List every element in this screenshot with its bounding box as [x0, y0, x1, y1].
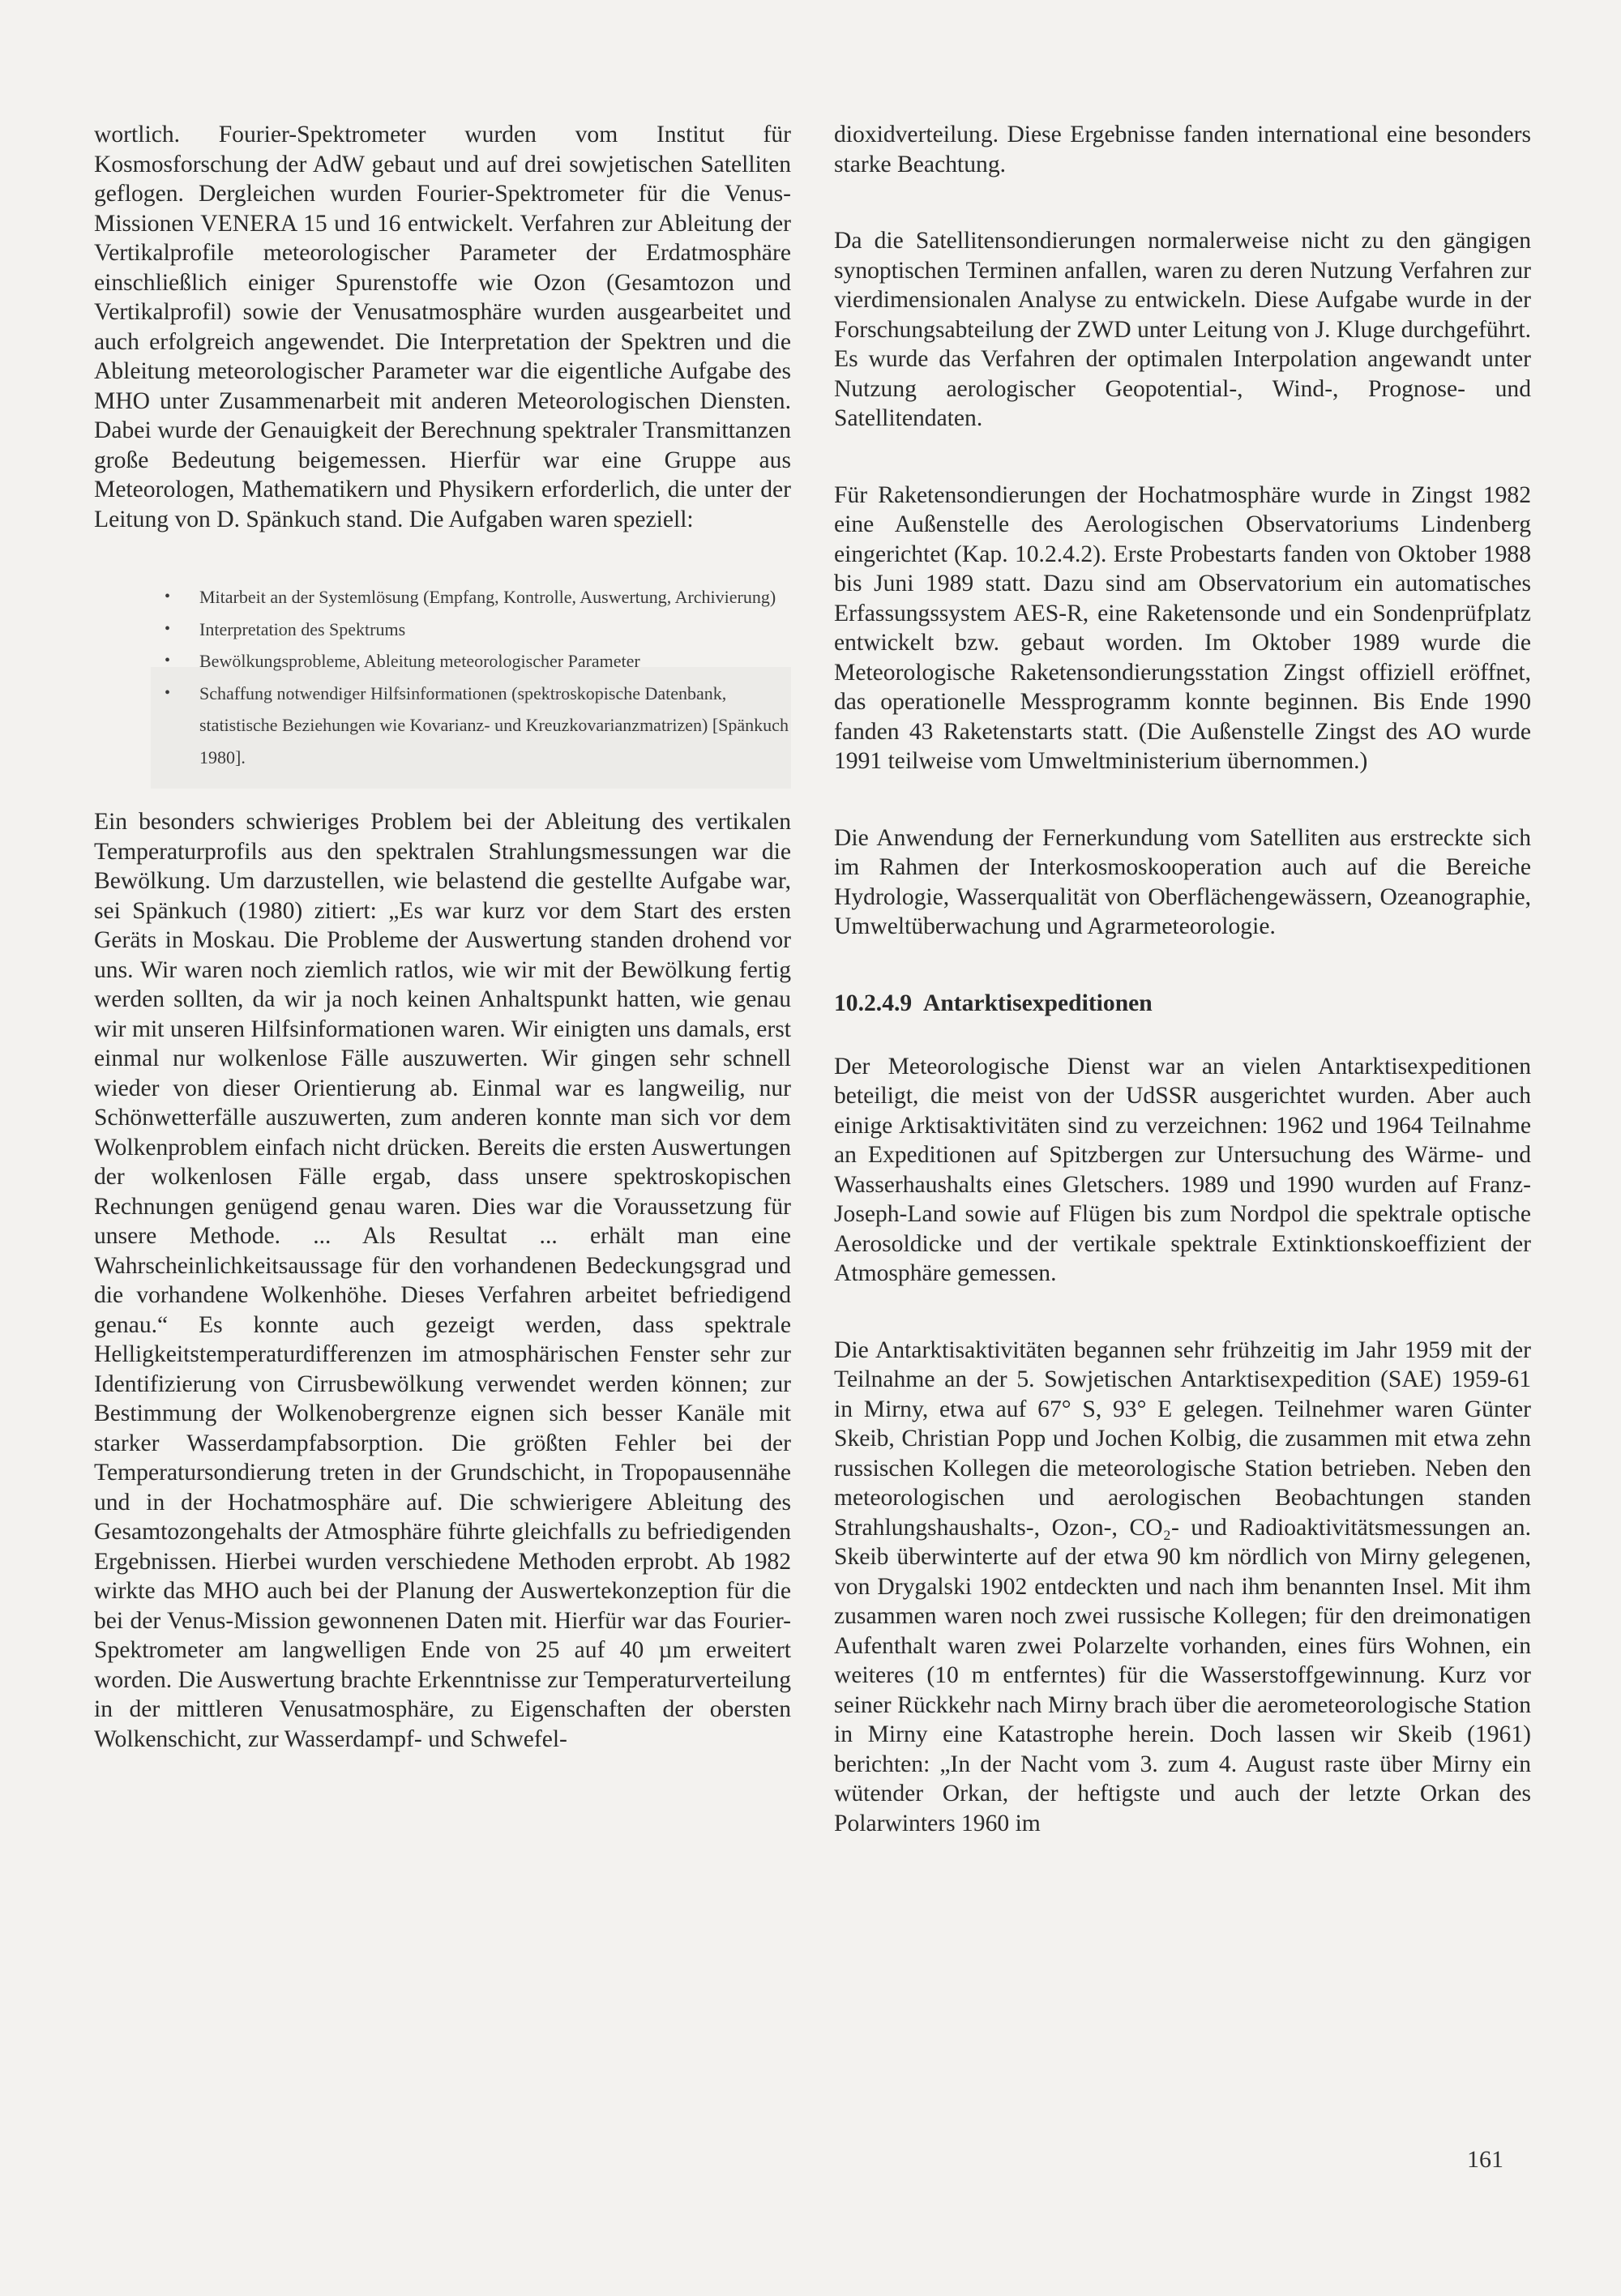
section-title: Antarktisexpeditionen [922, 990, 1153, 1016]
bullet-icon: • [165, 683, 171, 702]
paragraph: Ein besonders schwieriges Problem bei der Ableitung des vertikalen Temperaturprofils aus den spektralen Strahlungsmessungen war die Bewölkung. Um darzustellen, wie belastend die gestellte Aufgabe war, sei Spänkuch (1980) zitiert: „Es war kurz vor dem Start des ersten Geräts in Moskau. Die Probleme der Auswertung standen drohend vor uns. Wir waren noch ziemlich ratlos, wie wir mit der Bewölkung fertig werden sollten, da wir ja noch keinen Anhaltspunkt hatten, wie genau wir mit unseren Hilfsinformationen waren. Wir einigten uns damals, erst einmal nur wolkenlose Fälle auszuwerten. Wir gingen sehr schnell wieder von dieser Orientierung ab. Einmal war es langweilig, nur Schönwetterfälle auszuwerten, zum anderen konnte man sich vor dem Wolkenproblem einfach nicht drücken. Bereits die ersten Auswertungen der wolkenlosen Fälle ergab, dass unsere spektroskopischen Rechnungen genügend genau waren. Dies war die Voraussetzung für unsere Methode. ... Als Resultat ... erhält man eine Wahrscheinlichkeitsaussage für den vorhandenen Bedeckungsgrad und die vorhandene Wolkenhöhe. Dieses Verfahren arbeitet befriedigend genau.“ Es konnte auch gezeigt werden, dass spektrale Helligkeitstemperaturdifferenzen im atmosphärischen Fenster sehr zur Identifizierung von Cirrusbewölkung verwendet werden können; zur Bestimmung der Wolkenobergrenze eignen sich besser Kanäle mit starker Wasserdampfabsorption. Die größten Fehler bei der Temperatursondierung treten in der Grundschicht, in Tropopausennähe und in der Hochatmosphäre auf. Die schwierigere Ableitung des Gesamtozongehalts der Atmosphäre führte gleichfalls zu befriedigenden Ergebnissen. Hierbei wurden verschiedene Methoden erprobt. Ab 1982 wirkte das MHO auch bei der Planung der Auswertekonzeption für die bei der Venus-Mission gewonnenen Daten mit. Hierfür war das Fourier-Spektrometer am langwelligen Ende von 25 auf 40 µm erweitert worden. Die Auswertung brachte Erkenntnisse zur Temperaturverteilung in der mittleren Venusatmosphäre, zu Eigenschaften der obersten Wolkenschicht, zur Wasserdampf- und Schwefel- [94, 809, 791, 1752]
list-item: • Bewölkungsprobleme, Ableitung meteorologischer Parameter [94, 645, 791, 678]
section-number: 10.2.4.9 [834, 990, 913, 1016]
list-item: • Interpretation des Spektrums [94, 614, 791, 646]
left-column [94, 120, 791, 1754]
paragraph: Da die Satellitensondierungen normalerweise nicht zu den gängigen synoptischen Terminen anfallen, waren zu deren Nutzung Verfahren zur vierdimensionalen Analyse zu entwickeln. Diese Aufgabe wurde in der Forschungsabteilung der ZWD unter Leitung von J. Kluge durchgeführt. Es wurde das Verfahren der optimalen Interpolation angewandt unter Nutzung aerologischer Geopotential-, Wind-, Prognose- und Satellitendaten. [834, 228, 1531, 431]
section-heading [834, 989, 1531, 1018]
bullet-icon: • [165, 652, 171, 669]
paragraph: Der Meteorologische Dienst war an vielen Antarktisexpeditionen beteiligt, die meist von der UdSSR ausgerichtet wurden. Aber auch einige Arktisaktivitäten sind zu verzeichnen: 1962 und 1964 Teilnahme an Expeditionen auf Spitzbergen zur Untersuchung des Wärme- und Wasserhaushalts eines Gletschers. 1989 und 1990 wurden auf Franz-Joseph-Land sowie auf Flügen bis zum Nordpol die spektrale optische Aerosoldicke und der vertikale spektrale Extinktionskoeffizient der Atmosphäre gemessen. [834, 1053, 1531, 1286]
right-column [834, 120, 1531, 1885]
paragraph: dioxidverteilung. Diese Ergebnisse fanden international eine besonders starke Beachtung. [834, 122, 1531, 177]
page-number: 161 [1467, 2146, 1503, 2173]
bullet-icon: • [165, 588, 171, 605]
paragraph: wortlich. Fourier-Spektrometer wurden vom Institut für Kosmosforschung der AdW gebaut und auf drei sowjetischen Satelliten geflogen. Dergleichen wurden Fourier-Spektrometer für die Venus-Missionen VENERA 15 und 16 entwickelt. Verfahren zur Ableitung der Vertikalprofile meteorologischer Parameter der Erdatmosphäre einschließlich einiger Spurenstoffe wie Ozon (Gesamtozon und Vertikalprofil) sowie der Venusatmosphäre wurden ausgearbeitet und auch erfolgreich angewendet. Die Interpretation der Spektren und die Ableitung meteorologischer Parameter war die eigentliche Aufgabe des MHO unter Zusammenarbeit mit anderen Meteorologischen Diensten. Dabei wurde der Genauigkeit der Berechnung spektraler Transmittanzen große Bedeutung beigemessen. Hierfür war eine Gruppe aus Meteorologen, Mathematikern und Physikern erforderlich, die unter der Leitung von D. Spänkuch stand. Die Aufgaben waren speziell: [94, 122, 791, 532]
paragraph: Für Raketensondierungen der Hochatmosphäre wurde in Zingst 1982 eine Außenstelle des Aerologischen Observatoriums Lindenberg eingerichtet (Kap. 10.2.4.2). Erste Probestarts fanden von Oktober 1988 bis Juni 1989 statt. Dazu sind am Observatorium ein automatisches Erfassungssystem AES-R, eine Raketensonde und ein Sondenprüfplatz entwickelt bzw. gebaut worden. Im Oktober 1989 wurde die Meteorologische Raketensondierungsstation Zingst offiziell eröffnet, das operationelle Messprogramm konnte beginnen. Bis Ende 1990 fanden 43 Raketenstarts statt. (Die Außenstelle Zingst des AO wurde 1991 teilweise vom Umweltministerium übernommen.) [834, 481, 1531, 774]
list-item: • Mitarbeit an der Systemlösung (Empfang, Kontrolle, Auswertung, Archivierung) [94, 581, 791, 614]
paragraph: Die Anwendung der Fernerkundung vom Satelliten aus erstreckte sich im Rahmen der Interkosmoskooperation auch auf die Bereiche Hydrologie, Wasserqualität von Oberflächengewässern, Ozeanographie, Umweltüberwachung und Agrarmeteorologie. [834, 824, 1531, 939]
list-item: • Schaffung notwendiger Hilfsinformationen (spektroskopische Datenbank, statistische Beziehungen wie Kovarianz- und Kreuzkovarianzmatrizen) [Spänkuch 1980]. [94, 678, 791, 774]
task-list [94, 581, 791, 773]
paragraph: Die Antarktisaktivitäten begannen sehr frühzeitig im Jahr 1959 mit der Teilnahme an der 5. Sowjetischen Antarktisexpedition (SAE) 1959-61 in Mirny, etwa auf 67° S, 93° E gelegen. Teilnehmer waren Günter Skeib, Christian Popp und Jochen Kolbig, die zusammen mit etwa zehn russischen Kollegen die meteorologische Station betrieben. Neben den meteorologischen und aerologischen Beobachtungen standen Strahlungshaushalts-, Ozon-, CO₂- und Radioaktivitätsmessungen an. Skeib überwinterte auf der etwa 90 km nördlich von Mirny gelegenen, von Drygalski 1902 entdeckten und nach ihm benannten Insel. Mit ihm zusammen waren noch zwei russische Kollegen; für den dreimonatigen Aufenthalt waren zwei Polarzelte vorhanden, eines fürs Wohnen, ein weiteres (10 m entferntes) für die Wasserstoffgewinnung. Kurz vor seiner Rückkehr nach Mirny brach über die aerometeorologische Station in Mirny eine Katastrophe herein. Doch lassen wir Skeib (1961) berichten: „In der Nacht vom 3. zum 4. August raste über Mirny ein wütender Orkan, der heftigste und auch der letzte Orkan des Polarwinters 1960 im [834, 1336, 1531, 1836]
bullet-icon: • [165, 619, 171, 638]
